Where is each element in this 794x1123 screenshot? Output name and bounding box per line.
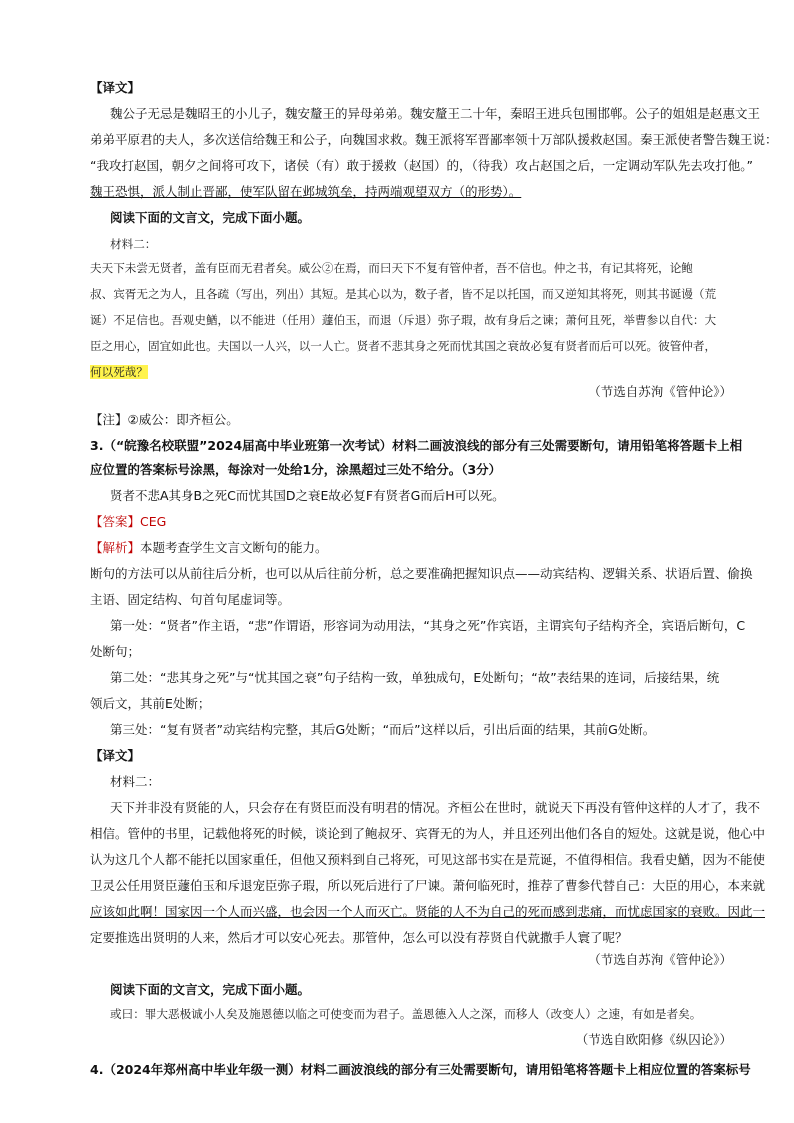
yiwen2-line-1: 天下并非没有贤能的人，只会存在有贤臣而没有明君的情况。齐桓公在世时，就说天下再没有管仲这样的人才了，我不 (110, 800, 761, 815)
analysis-intro: 本题考查学生文言文断句的能力。 (140, 540, 328, 555)
question-3-sentence: 贤者不悲A其身B之死C而忧其国D之衰E故必复F有贤者G而后H可以死。 (110, 488, 505, 503)
material2-line-4: 臣之用心，固宜如此也。夫国以一人兴，以一人亡。贤者不悲其身之死而忧其国之衰故必复有贤者而后可以死。彼管仲者， (90, 339, 717, 353)
analysis-line-7: 领后文，其前E处断； (90, 696, 211, 711)
instruction-1: 阅读下面的文言文，完成下面小题。 (110, 210, 311, 225)
material2-line-2: 叔、宾胥无之为人，且各疏（写出，列出）其短。是其心以为，数子者，皆不足以托国，而又逆知其将死，则其书诞谩（荒 (90, 287, 717, 301)
instruction-2: 阅读下面的文言文，完成下面小题。 (110, 982, 311, 997)
source-2: （节选自苏洵《管仲论》） (588, 952, 732, 967)
source-3: （节选自欧阳修《纵囚论》） (575, 1032, 732, 1047)
analysis-line-4: 第一处：“贤者”作主语，“悲”作谓语，形容词为动用法，“其身之死”作宾语，主谓宾句子结构齐全，宾语后断句，C (110, 618, 746, 633)
analysis-line-8: 第三处：“复有贤者”动宾结构完整，其后G处断；“而后”这样以后，引出后面的结果，其前G处断。 (110, 722, 656, 737)
question-4-line: 4.（2024年郑州高中毕业年级一测）材料二画波浪线的部分有三处需要断句，请用铅笔将答题卡上相应位置的答案标号 (90, 1062, 751, 1077)
source-1: （节选自苏洵《管仲论》） (588, 384, 732, 399)
yiwen2-line-6: 定要推选出贤明的人来，然后才可以安心死去。那管仲，怎么可以没有荐贤自代就撒手人寰了呢？ (90, 930, 628, 945)
answer-value: CEG (140, 514, 167, 529)
analysis-line-2: 断句的方法可以从前往后分析，也可以从后往前分析，总之要准确把握知识点——动宾结构、逻辑关系、状语后置、偷换 (90, 566, 753, 581)
question-3-line-1: 3.（“皖豫名校联盟”2024届高中毕业班第一次考试）材料二画波浪线的部分有三处需要断句，请用铅笔将答题卡上相 (90, 438, 743, 453)
analysis-line-5: 处断句； (90, 644, 141, 659)
answer-row (90, 512, 166, 530)
yiwen2-tag: 【译文】 (90, 748, 141, 763)
analysis-line-6: 第二处：“悲其身之死”与“忧其国之衰”句子结构一致，单独成句，E处断句；“故”表结果的连词，后接结果，统 (110, 670, 720, 685)
yiwen2-line-2: 相信。管仲的书里，记载他将死的时候，谈论到了鲍叔牙、宾胥无的为人，并且还列出他们各自的短处。这就是说，他心中 (90, 826, 766, 841)
yiwen1-line-2: 弟弟平原君的夫人，多次送信给魏王和公子，向魏国求救。魏王派将军晋鄙率领十万部队援救赵国。秦王派使者警告魏王说： (90, 132, 778, 147)
note: 【注】②威公：即齐桓公。 (90, 412, 239, 427)
analysis-tag: 【解析】 (90, 540, 141, 555)
highlight-text: 何以死哉？ (90, 365, 148, 379)
yiwen2-material: 材料二： (110, 774, 161, 789)
analysis-line-3: 主语、固定结构、句首句尾虚词等。 (90, 592, 291, 607)
material2-tag: 材料二： (110, 237, 157, 251)
yiwen1-line-3: “我攻打赵国，朝夕之间将可攻下，诸侯（有）敢于援救（赵国）的，（待我）攻占赵国之后，一定调动军队先去攻打他。” (90, 158, 753, 173)
analysis-row (90, 538, 328, 556)
yiwen2-line-4: 卫灵公任用贤臣蘧伯玉和斥退宠臣弥子瑕，所以死后进行了尸谏。萧何临死时，推荐了曹参代替自己：大臣的用心，本来就 (90, 878, 766, 893)
yiwen2-line-3: 认为这几个人都不能托以国家重任，但他又预料到自己将死，可见这部书实在是荒诞，不值得相信。我看史鰌，因为不能使 (90, 852, 766, 867)
yiwen1-line-4: 魏王恐惧，派人制止晋鄙，使军队留在邺城筑垒，持两端观望双方（的形势）。 (90, 184, 522, 199)
yiwen1-line-1: 魏公子无忌是魏昭王的小儿子，魏安釐王的异母弟弟。魏安釐王二十年，秦昭王进兵包围邯郸。公子的姐姐是赵惠文王 (110, 106, 761, 121)
material2-line-3: 诞）不足信也。吾观史鰌，以不能进（任用）蘧伯玉，而退（斥退）弥子瑕，故有身后之谏；萧何且死，举曹参以自代：大 (90, 313, 717, 327)
material2-line-5 (90, 364, 148, 380)
question-3-line-2: 应位置的答案标号涂黑，每涂对一处给1分，涂黑超过三处不给分。（3分） (90, 462, 502, 477)
material-short: 或曰：罪大恶极诚小人矣及施恩德以临之可使变而为君子。盖恩德入人之深，而移人（改变人）之速，有如是者矣。 (110, 1007, 702, 1021)
material2-line-1: 夫天下未尝无贤者，盖有臣而无君者矣。威公②在焉，而曰天下不复有管仲者，吾不信也。仲之书，有记其将死，论鲍 (90, 261, 693, 275)
yiwen2-line-5: 应该如此啊！国家因一个人而兴盛，也会因一个人而灭亡。贤能的人不为自己的死而感到悲痛，而忧虑国家的衰败。因此一 (90, 904, 766, 919)
answer-tag: 【答案】 (90, 514, 141, 529)
yiwen-tag: 【译文】 (90, 80, 141, 95)
